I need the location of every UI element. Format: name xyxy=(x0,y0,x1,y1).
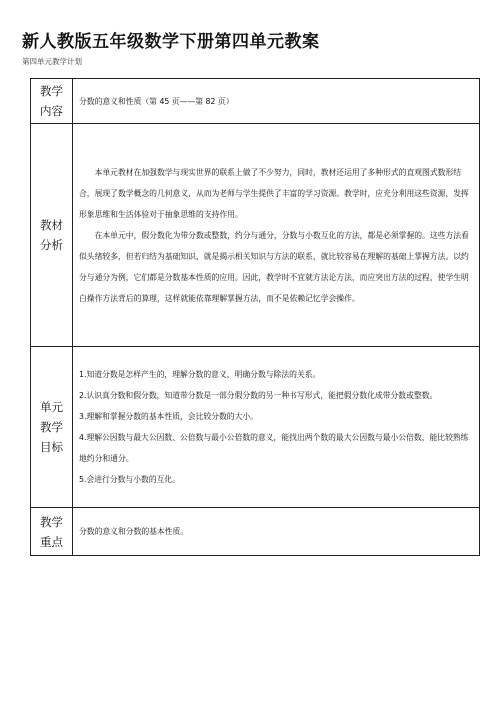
goal-item: 1.知道分数是怎样产生的，理解分数的意义，明确分数与除法的关系。 xyxy=(79,370,321,379)
label-line: 目标 xyxy=(40,440,63,454)
row-label-teaching-focus xyxy=(31,508,73,556)
unit-goals-cell xyxy=(73,347,480,508)
goal-item: 2.认识真分数和假分数，知道带分数是一部分假分数的另一种书写形式，能把假分数化成带分数或整数。 xyxy=(79,391,438,400)
textbook-analysis-cell xyxy=(73,124,480,347)
analysis-paragraph: 在本单元中，假分数化为带分数或整数，约分与通分，分数与小数互化的方法，都是必须掌握的。这些方法看似头绪较多，但若归结为基础知识，就是揭示相关知识与方法的联系，就比较容易在理解的基础上掌握方法。以约分与通分为例，它们都是分数基本性质的应用。因此，教学时不宜就方法论方法，而应突出方法的过程，使学生明白操作方法背后的算理，这样就能依靠理解掌握方法，而不是依赖记忆学会操作。 xyxy=(79,230,469,303)
document-title: 新人教版五年级数学下册第四单元教案 xyxy=(22,32,320,52)
table-row-teaching-content xyxy=(31,79,480,124)
document-subtitle: 第四单元教学计划 xyxy=(22,57,82,66)
row-label-teaching-content xyxy=(31,79,73,124)
label-line: 教材 xyxy=(40,218,63,232)
row-label-unit-goals xyxy=(31,347,73,508)
analysis-paragraph: 本单元教材在加强数学与现实世界的联系上做了不少努力，同时，教材还运用了多种形式的直观图式数形结合，展现了数学概念的几何意义，从而为老师与学生提供了丰富的学习资源。教学时，应充分利用这些资源，发挥形象思维和生活体验对于抽象思维的支持作用。 xyxy=(79,167,469,219)
label-line: 内容 xyxy=(40,104,63,118)
goal-item: 3.理解和掌握分数的基本性质，会比较分数的大小。 xyxy=(79,412,258,421)
label-line: 教学 xyxy=(40,84,63,98)
label-line: 重点 xyxy=(40,534,63,549)
goal-item: 4.理解公因数与最大公因数、公倍数与最小公倍数的意义，能找出两个数的最大公因数与最小公倍数，能比较熟练地约分和通分。 xyxy=(79,433,469,463)
label-line: 单元 xyxy=(40,400,63,414)
table-row-textbook-analysis xyxy=(31,124,480,347)
lesson-plan-table xyxy=(30,78,480,556)
label-line: 教学 xyxy=(40,514,63,529)
label-line: 教学 xyxy=(40,420,63,434)
label-line: 分析 xyxy=(40,238,63,252)
table-row-unit-goals xyxy=(31,347,480,508)
teaching-content-text: 分数的意义和性质（第 45 页——第 82 页） xyxy=(73,79,480,124)
teaching-focus-text: 分数的意义和分数的基本性质。 xyxy=(73,508,480,556)
goal-item: 5.会进行分数与小数的互化。 xyxy=(79,475,181,484)
table-row-teaching-focus xyxy=(31,508,480,556)
row-label-textbook-analysis xyxy=(31,124,73,347)
